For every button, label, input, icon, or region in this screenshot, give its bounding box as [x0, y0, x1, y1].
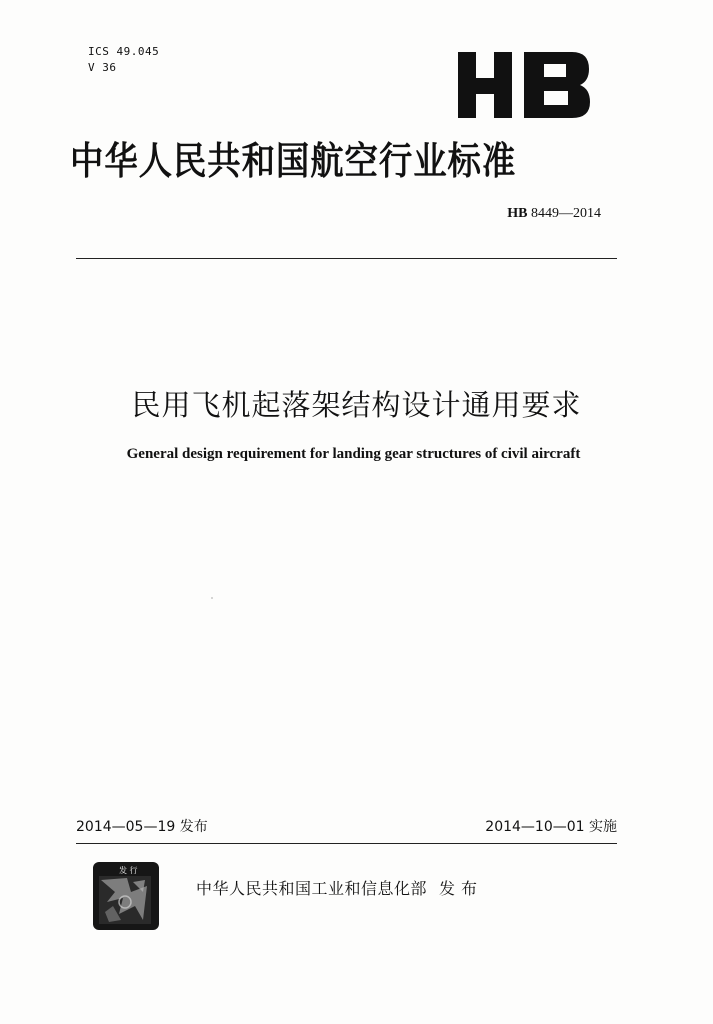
distribution-stamp	[93, 862, 159, 930]
scan-speck	[211, 597, 213, 599]
standard-code: 8449—2014	[531, 206, 601, 221]
footer-divider	[76, 843, 617, 844]
organization-title: 中华人民共和国航空行业标准	[70, 139, 517, 183]
hb-logo	[458, 50, 592, 120]
publish-action: 发布	[439, 879, 484, 898]
standard-number	[507, 206, 601, 222]
header-divider	[76, 258, 617, 259]
document-title-chinese: 民用飞机起落架结构设计通用要求	[131, 388, 582, 422]
publisher-name: 中华人民共和国工业和信息化部	[196, 879, 428, 898]
issue-date: 2014—05—19 发布	[76, 819, 208, 835]
publisher-line	[196, 876, 483, 899]
ccs-code: V 36	[88, 61, 117, 74]
stamp-text: 发 行	[119, 866, 138, 875]
ics-code: ICS 49.045	[88, 45, 160, 58]
standard-prefix: HB	[507, 206, 528, 221]
classification-codes	[88, 44, 159, 76]
implementation-date: 2014—10—01 实施	[485, 819, 617, 835]
document-title-english: General design requirement for landing gear structures of civil aircraft	[126, 446, 581, 462]
